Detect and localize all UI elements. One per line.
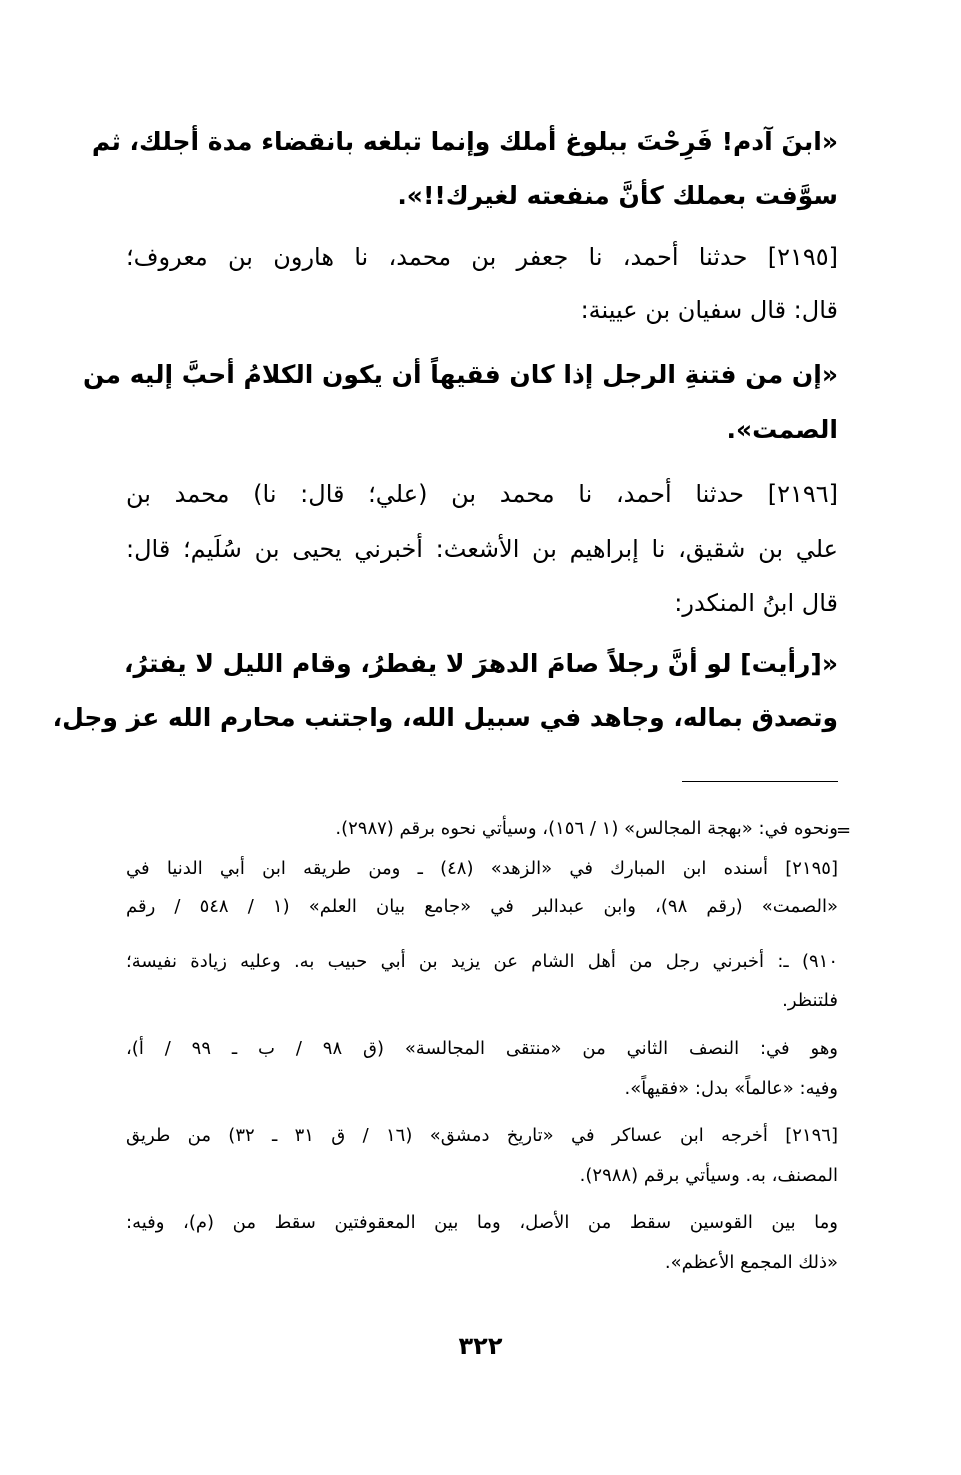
main-line: علي بن شقيق، نا إبراهيم بن الأشعث: أخبرني يحيى بن سُلَيم؛ قال: xyxy=(126,535,838,563)
main-line: قال: قال سفيان بن عيينة: xyxy=(580,296,838,324)
footnote-line: وهو في: النصف الثاني من «منتقى المجالسة» (ق ٩٨ / ب ـ ٩٩ / أ)، xyxy=(126,1038,838,1059)
footnote-line: وما بين القوسين سقط من الأصل، وما بين المعقوفتين سقط من (م)، وفيه: xyxy=(126,1212,838,1233)
footnote-line: وفيه: «عالماً» بدل: «فقيهاً». xyxy=(624,1078,838,1099)
main-line: وتصدق بماله، وجاهد في سبيل الله، واجتنب محارم الله عز وجل، xyxy=(52,703,838,732)
main-line: قال ابنُ المنكدر: xyxy=(674,589,838,617)
footnote-line: فلتنظر. xyxy=(782,990,838,1011)
footnote-line: ٩١٠) ـ: أخبرني رجل من أهل الشام عن يزيد بن أبي حبيب به. وعليه زيادة نفيسة؛ xyxy=(126,951,838,972)
footnote-line: [٢١٩٦] أخرجه ابن عساكر في «تاريخ دمشق» (١٦ / ق ٣١ ـ ٣٢) من طريق xyxy=(126,1125,838,1146)
main-line: «[رأيت] لو أنَّ رجلاً صامَ الدهرَ لا يفطرُ، وقام الليل لا يفترُ، xyxy=(123,649,838,678)
footnote-line: «ذلك المجمع الأعظم». xyxy=(664,1252,838,1273)
footnote-line: [٢١٩٥] أسنده ابن المبارك في «الزهد» (٤٨) ـ ومن طريقه ابن أبي الدنيا في xyxy=(126,858,838,879)
continuation-mark: = xyxy=(836,820,852,841)
footnote-line: المصنف، به. وسيأتي برقم (٢٩٨٨). xyxy=(579,1165,838,1186)
main-line: «ابنَ آدم! فَرِحْتَ ببلوغ أملك وإنما تبلغه بانقضاء مدة أجلك، ثم xyxy=(91,127,838,156)
main-line: سوَّفت بعملك كأنَّ منفعته لغيرك!!». xyxy=(397,181,838,210)
main-line: «إن من فتنةِ الرجل إذا كان فقيهاً أن يكون الكلامُ أحبَّ إليه من xyxy=(83,360,838,389)
page-number: ٣٢٢ xyxy=(458,1332,503,1360)
footnote-text: ونحوه في: «بهجة المجالس» (١ / ١٥٦)، وسيأتي نحوه برقم (٢٩٨٧). xyxy=(335,818,838,839)
main-line: [٢١٩٥] حدثنا أحمد، نا جعفر بن محمد، نا هارون بن معروف؛ xyxy=(126,243,838,271)
footnotes xyxy=(52,0,838,1300)
main-line: الصمت». xyxy=(726,415,838,444)
footnote-line: «الصمت» (رقم ٩٨)، وابن عبدالبر في «جامع بيان العلم» (١ / ٥٤٨ / رقم xyxy=(126,896,838,917)
footnote-line xyxy=(126,816,838,842)
main-line: [٢١٩٦] حدثنا أحمد، نا محمد بن (علي؛ قال: نا) محمد بن xyxy=(126,480,838,508)
